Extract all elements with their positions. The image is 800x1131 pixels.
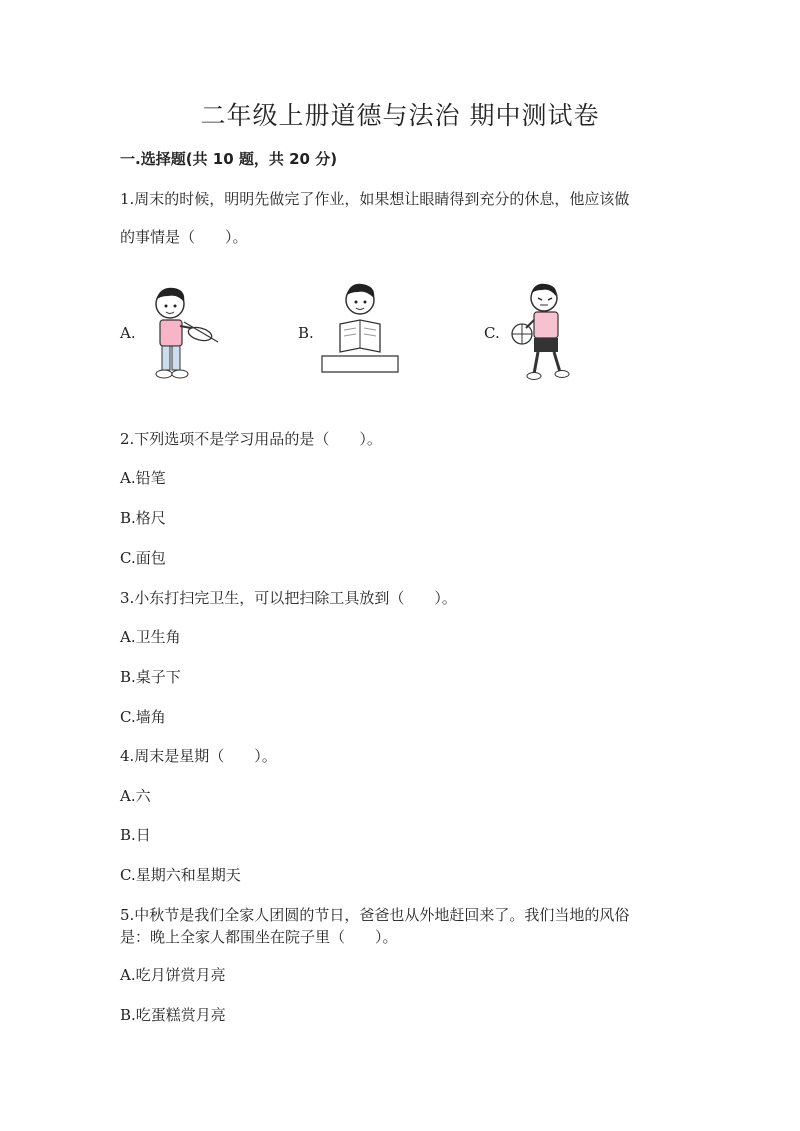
question-4-option-a: A.六: [120, 787, 151, 805]
question-1-option-b-label: B.: [298, 324, 314, 342]
question-4-option-b: B.日: [120, 826, 151, 844]
section-heading: 一.选择题(共 10 题，共 20 分): [120, 150, 338, 168]
question-3-option-c: C.墙角: [120, 708, 166, 726]
question-3-option-b: B.桌子下: [120, 668, 181, 686]
boy-dribbling-basketball-icon: [504, 278, 584, 384]
question-3-option-a: A.卫生角: [120, 628, 181, 646]
question-2-option-c: C.面包: [120, 549, 166, 567]
question-5-stem-line-2: 是：晚上全家人都围坐在院子里（ ）。: [120, 928, 398, 946]
page-title: 二年级上册道德与法治 期中测试卷: [200, 101, 600, 130]
question-1-stem-line-1: 1.周末的时候，明明先做完了作业，如果想让眼睛得到充分的休息，他应该做: [120, 190, 630, 208]
question-1-option-c-label: C.: [484, 324, 500, 342]
question-2-option-b: B.格尺: [120, 509, 166, 527]
question-5-option-b: B.吃蛋糕赏月亮: [120, 1006, 226, 1024]
question-1-option-a-label: A.: [120, 324, 136, 342]
question-3-stem: 3.小东打扫完卫生，可以把扫除工具放到（ ）。: [120, 589, 457, 607]
question-4-option-c: C.星期六和星期天: [120, 866, 241, 884]
question-2-stem: 2.下列选项不是学习用品的是（ ）。: [120, 430, 382, 448]
question-5-stem-line-1: 5.中秋节是我们全家人团圆的节日，爸爸也从外地赶回来了。我们当地的风俗: [120, 906, 630, 924]
question-2-option-a: A.铅笔: [120, 469, 166, 487]
question-1-stem-line-2: 的事情是（ ）。: [120, 228, 248, 246]
question-5-option-a: A.吃月饼赏月亮: [120, 966, 226, 984]
boy-reading-book-icon: [318, 280, 403, 378]
question-4-stem: 4.周末是星期（ ）。: [120, 747, 277, 765]
boy-playing-violin-icon: [140, 282, 225, 384]
